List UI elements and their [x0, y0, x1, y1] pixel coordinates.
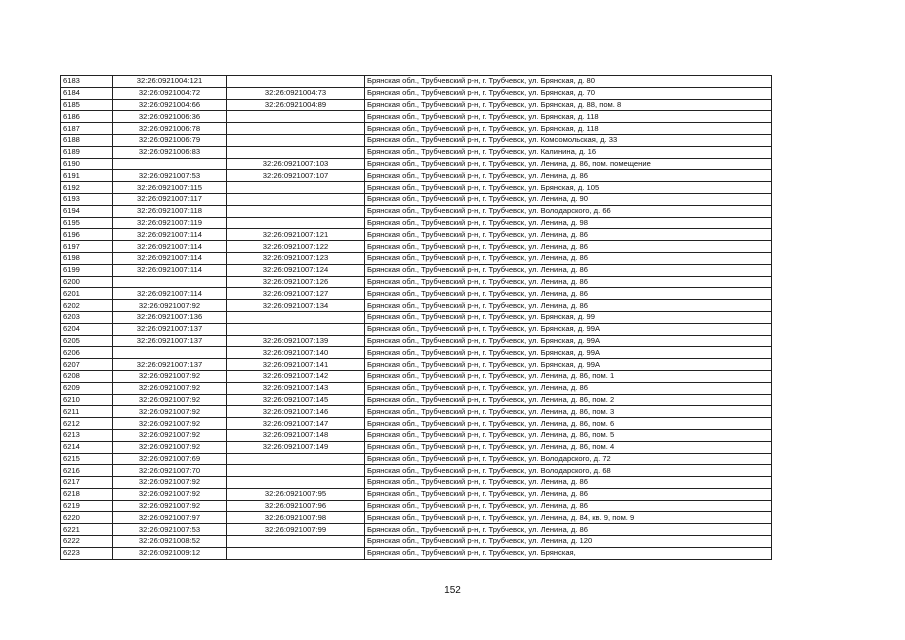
cadastral-number-cell: 32:26:0921007:136	[113, 311, 227, 323]
cadastral-number-cell: 32:26:0921007:92	[113, 477, 227, 489]
address-cell: Брянская обл., Трубчевский р-н, г. Трубчевск, ул. Ленина, д. 86	[365, 500, 772, 512]
address-cell: Брянская обл., Трубчевский р-н, г. Трубчевск, ул. Ленина, д. 86, пом. 2	[365, 394, 772, 406]
row-number-cell: 6209	[61, 382, 113, 394]
cadastral-number-cell: 32:26:0921007:137	[113, 335, 227, 347]
address-cell: Брянская обл., Трубчевский р-н, г. Трубчевск, ул. Брянская, д. 99	[365, 311, 772, 323]
address-cell: Брянская обл., Трубчевский р-н, г. Трубчевск, ул. Брянская, д. 118	[365, 111, 772, 123]
object-cadastral-number-cell	[227, 465, 365, 477]
table-row	[61, 394, 772, 406]
table-row	[61, 382, 772, 394]
cadastral-register-table	[60, 75, 772, 560]
row-number-cell: 6199	[61, 264, 113, 276]
row-number-cell: 6222	[61, 536, 113, 548]
table-row	[61, 241, 772, 253]
cadastral-number-cell: 32:26:0921007:114	[113, 288, 227, 300]
cadastral-number-cell: 32:26:0921009:12	[113, 547, 227, 559]
cadastral-number-cell: 32:26:0921007:114	[113, 229, 227, 241]
object-cadastral-number-cell: 32:26:0921004:89	[227, 99, 365, 111]
row-number-cell: 6210	[61, 394, 113, 406]
table-row	[61, 288, 772, 300]
table-row	[61, 335, 772, 347]
cadastral-number-cell: 32:26:0921007:137	[113, 359, 227, 371]
object-cadastral-number-cell	[227, 205, 365, 217]
row-number-cell: 6213	[61, 429, 113, 441]
table-row	[61, 111, 772, 123]
address-cell: Брянская обл., Трубчевский р-н, г. Трубчевск, ул. Ленина, д. 86	[365, 276, 772, 288]
object-cadastral-number-cell: 32:26:0921007:134	[227, 300, 365, 312]
row-number-cell: 6223	[61, 547, 113, 559]
row-number-cell: 6200	[61, 276, 113, 288]
address-cell: Брянская обл., Трубчевский р-н, г. Трубчевск, ул. Ленина, д. 86, пом. 3	[365, 406, 772, 418]
row-number-cell: 6214	[61, 441, 113, 453]
object-cadastral-number-cell	[227, 323, 365, 335]
cadastral-number-cell: 32:26:0921007:92	[113, 406, 227, 418]
object-cadastral-number-cell	[227, 547, 365, 559]
address-cell: Брянская обл., Трубчевский р-н, г. Трубчевск, ул. Ленина, д. 86	[365, 241, 772, 253]
row-number-cell: 6187	[61, 123, 113, 135]
table-row	[61, 205, 772, 217]
row-number-cell: 6186	[61, 111, 113, 123]
row-number-cell: 6185	[61, 99, 113, 111]
object-cadastral-number-cell: 32:26:0921007:95	[227, 488, 365, 500]
address-cell: Брянская обл., Трубчевский р-н, г. Трубчевск, ул. Ленина, д. 86	[365, 229, 772, 241]
object-cadastral-number-cell: 32:26:0921007:141	[227, 359, 365, 371]
address-cell: Брянская обл., Трубчевский р-н, г. Трубчевск, ул. Брянская, д. 118	[365, 123, 772, 135]
table-row	[61, 99, 772, 111]
row-number-cell: 6220	[61, 512, 113, 524]
row-number-cell: 6196	[61, 229, 113, 241]
object-cadastral-number-cell	[227, 477, 365, 489]
table-row	[61, 182, 772, 194]
cadastral-number-cell: 32:26:0921008:52	[113, 536, 227, 548]
table-row	[61, 217, 772, 229]
row-number-cell: 6193	[61, 193, 113, 205]
object-cadastral-number-cell: 32:26:0921007:122	[227, 241, 365, 253]
object-cadastral-number-cell: 32:26:0921007:149	[227, 441, 365, 453]
object-cadastral-number-cell	[227, 111, 365, 123]
table-row	[61, 465, 772, 477]
address-cell: Брянская обл., Трубчевский р-н, г. Трубчевск, ул. Брянская, д. 70	[365, 87, 772, 99]
table-row	[61, 323, 772, 335]
row-number-cell: 6192	[61, 182, 113, 194]
table-row	[61, 146, 772, 158]
row-number-cell: 6201	[61, 288, 113, 300]
cadastral-number-cell: 32:26:0921006:83	[113, 146, 227, 158]
address-cell: Брянская обл., Трубчевский р-н, г. Трубчевск, ул. Ленина, д. 86, пом. 4	[365, 441, 772, 453]
table-row	[61, 512, 772, 524]
row-number-cell: 6183	[61, 76, 113, 88]
table-row	[61, 547, 772, 559]
address-cell: Брянская обл., Трубчевский р-н, г. Трубчевск, ул. Ленина, д. 90	[365, 193, 772, 205]
cadastral-number-cell: 32:26:0921007:92	[113, 500, 227, 512]
object-cadastral-number-cell	[227, 146, 365, 158]
row-number-cell: 6198	[61, 252, 113, 264]
object-cadastral-number-cell	[227, 217, 365, 229]
row-number-cell: 6219	[61, 500, 113, 512]
address-cell: Брянская обл., Трубчевский р-н, г. Трубчевск, ул. Ленина, д. 86	[365, 524, 772, 536]
table-row	[61, 87, 772, 99]
row-number-cell: 6197	[61, 241, 113, 253]
address-cell: Брянская обл., Трубчевский р-н, г. Трубчевск, ул. Ленина, д. 86, пом. 5	[365, 429, 772, 441]
object-cadastral-number-cell	[227, 311, 365, 323]
table-row	[61, 429, 772, 441]
row-number-cell: 6190	[61, 158, 113, 170]
table-row	[61, 311, 772, 323]
address-cell: Брянская обл., Трубчевский р-н, г. Трубчевск, ул. Володарского, д. 72	[365, 453, 772, 465]
cadastral-number-cell	[113, 276, 227, 288]
row-number-cell: 6216	[61, 465, 113, 477]
address-cell: Брянская обл., Трубчевский р-н, г. Трубчевск, ул. Ленина, д. 86	[365, 300, 772, 312]
cadastral-number-cell: 32:26:0921007:92	[113, 300, 227, 312]
address-cell: Брянская обл., Трубчевский р-н, г. Трубчевск, ул. Калинина, д. 16	[365, 146, 772, 158]
object-cadastral-number-cell: 32:26:0921007:142	[227, 370, 365, 382]
address-cell: Брянская обл., Трубчевский р-н, г. Трубчевск, ул. Брянская, д. 99А	[365, 359, 772, 371]
cadastral-number-cell: 32:26:0921007:114	[113, 241, 227, 253]
table-row	[61, 76, 772, 88]
address-cell: Брянская обл., Трубчевский р-н, г. Трубчевск, ул. Ленина, д. 98	[365, 217, 772, 229]
object-cadastral-number-cell	[227, 134, 365, 146]
object-cadastral-number-cell: 32:26:0921007:126	[227, 276, 365, 288]
cadastral-number-cell: 32:26:0921007:114	[113, 252, 227, 264]
cadastral-number-cell: 32:26:0921007:92	[113, 441, 227, 453]
address-cell: Брянская обл., Трубчевский р-н, г. Трубчевск, ул. Ленина, д. 86	[365, 477, 772, 489]
table-row	[61, 418, 772, 430]
cadastral-number-cell: 32:26:0921007:53	[113, 170, 227, 182]
table-row	[61, 193, 772, 205]
address-cell: Брянская обл., Трубчевский р-н, г. Трубчевск, ул. Ленина, д. 86	[365, 170, 772, 182]
row-number-cell: 6188	[61, 134, 113, 146]
address-cell: Брянская обл., Трубчевский р-н, г. Трубчевск, ул. Ленина, д. 86, пом. 6	[365, 418, 772, 430]
table-row	[61, 123, 772, 135]
object-cadastral-number-cell: 32:26:0921007:148	[227, 429, 365, 441]
cadastral-number-cell: 32:26:0921007:92	[113, 418, 227, 430]
table-row	[61, 406, 772, 418]
cadastral-number-cell: 32:26:0921007:137	[113, 323, 227, 335]
table-row	[61, 158, 772, 170]
table-row	[61, 370, 772, 382]
object-cadastral-number-cell: 32:26:0921007:103	[227, 158, 365, 170]
row-number-cell: 6207	[61, 359, 113, 371]
row-number-cell: 6205	[61, 335, 113, 347]
table-row	[61, 264, 772, 276]
row-number-cell: 6203	[61, 311, 113, 323]
address-cell: Брянская обл., Трубчевский р-н, г. Трубчевск, ул. Брянская,	[365, 547, 772, 559]
cadastral-number-cell: 32:26:0921007:117	[113, 193, 227, 205]
row-number-cell: 6217	[61, 477, 113, 489]
cadastral-number-cell: 32:26:0921006:79	[113, 134, 227, 146]
address-cell: Брянская обл., Трубчевский р-н, г. Трубчевск, ул. Ленина, д. 86, пом. 1	[365, 370, 772, 382]
address-cell: Брянская обл., Трубчевский р-н, г. Трубчевск, ул. Брянская, д. 80	[365, 76, 772, 88]
cadastral-number-cell: 32:26:0921007:115	[113, 182, 227, 194]
cadastral-number-cell: 32:26:0921006:36	[113, 111, 227, 123]
object-cadastral-number-cell	[227, 123, 365, 135]
table-row	[61, 488, 772, 500]
cadastral-number-cell: 32:26:0921007:92	[113, 370, 227, 382]
address-cell: Брянская обл., Трубчевский р-н, г. Трубчевск, ул. Ленина, д. 86	[365, 382, 772, 394]
cadastral-number-cell: 32:26:0921007:92	[113, 488, 227, 500]
cadastral-number-cell	[113, 347, 227, 359]
table-row	[61, 536, 772, 548]
object-cadastral-number-cell: 32:26:0921007:147	[227, 418, 365, 430]
address-cell: Брянская обл., Трубчевский р-н, г. Трубчевск, ул. Брянская, д. 99А	[365, 335, 772, 347]
address-cell: Брянская обл., Трубчевский р-н, г. Трубчевск, ул. Ленина, д. 120	[365, 536, 772, 548]
address-cell: Брянская обл., Трубчевский р-н, г. Трубчевск, ул. Ленина, д. 86	[365, 288, 772, 300]
cadastral-number-cell: 32:26:0921004:121	[113, 76, 227, 88]
cadastral-number-cell: 32:26:0921007:53	[113, 524, 227, 536]
cadastral-number-cell: 32:26:0921007:92	[113, 382, 227, 394]
row-number-cell: 6215	[61, 453, 113, 465]
cadastral-number-cell: 32:26:0921007:97	[113, 512, 227, 524]
object-cadastral-number-cell: 32:26:0921007:121	[227, 229, 365, 241]
row-number-cell: 6195	[61, 217, 113, 229]
object-cadastral-number-cell: 32:26:0921007:98	[227, 512, 365, 524]
address-cell: Брянская обл., Трубчевский р-н, г. Трубчевск, ул. Ленина, д. 86	[365, 252, 772, 264]
object-cadastral-number-cell: 32:26:0921007:145	[227, 394, 365, 406]
object-cadastral-number-cell	[227, 182, 365, 194]
table-row	[61, 134, 772, 146]
cadastral-number-cell: 32:26:0921007:92	[113, 429, 227, 441]
object-cadastral-number-cell	[227, 193, 365, 205]
cadastral-number-cell: 32:26:0921007:70	[113, 465, 227, 477]
row-number-cell: 6202	[61, 300, 113, 312]
row-number-cell: 6204	[61, 323, 113, 335]
table-row	[61, 229, 772, 241]
cadastral-number-cell: 32:26:0921004:66	[113, 99, 227, 111]
table-row	[61, 500, 772, 512]
address-cell: Брянская обл., Трубчевский р-н, г. Трубчевск, ул. Володарского, д. 66	[365, 205, 772, 217]
object-cadastral-number-cell: 32:26:0921007:139	[227, 335, 365, 347]
row-number-cell: 6221	[61, 524, 113, 536]
register-table-body	[61, 76, 772, 560]
object-cadastral-number-cell: 32:26:0921007:124	[227, 264, 365, 276]
object-cadastral-number-cell: 32:26:0921007:140	[227, 347, 365, 359]
object-cadastral-number-cell	[227, 76, 365, 88]
object-cadastral-number-cell	[227, 453, 365, 465]
cadastral-number-cell: 32:26:0921007:69	[113, 453, 227, 465]
row-number-cell: 6218	[61, 488, 113, 500]
object-cadastral-number-cell: 32:26:0921007:123	[227, 252, 365, 264]
table-row	[61, 300, 772, 312]
address-cell: Брянская обл., Трубчевский р-н, г. Трубчевск, ул. Брянская, д. 88, пом. 8	[365, 99, 772, 111]
cadastral-number-cell: 32:26:0921004:72	[113, 87, 227, 99]
cadastral-number-cell	[113, 158, 227, 170]
address-cell: Брянская обл., Трубчевский р-н, г. Трубчевск, ул. Брянская, д. 99А	[365, 347, 772, 359]
object-cadastral-number-cell: 32:26:0921004:73	[227, 87, 365, 99]
row-number-cell: 6212	[61, 418, 113, 430]
address-cell: Брянская обл., Трубчевский р-н, г. Трубчевск, ул. Брянская, д. 99А	[365, 323, 772, 335]
table-row	[61, 441, 772, 453]
address-cell: Брянская обл., Трубчевский р-н, г. Трубчевск, ул. Брянская, д. 105	[365, 182, 772, 194]
address-cell: Брянская обл., Трубчевский р-н, г. Трубчевск, ул. Володарского, д. 68	[365, 465, 772, 477]
table-row	[61, 276, 772, 288]
table-row	[61, 252, 772, 264]
object-cadastral-number-cell: 32:26:0921007:99	[227, 524, 365, 536]
table-row	[61, 170, 772, 182]
object-cadastral-number-cell	[227, 536, 365, 548]
object-cadastral-number-cell: 32:26:0921007:143	[227, 382, 365, 394]
address-cell: Брянская обл., Трубчевский р-н, г. Трубчевск, ул. Комсомольская, д. 33	[365, 134, 772, 146]
table-row	[61, 477, 772, 489]
cadastral-number-cell: 32:26:0921006:78	[113, 123, 227, 135]
table-row	[61, 524, 772, 536]
row-number-cell: 6191	[61, 170, 113, 182]
address-cell: Брянская обл., Трубчевский р-н, г. Трубчевск, ул. Ленина, д. 86	[365, 264, 772, 276]
table-row	[61, 359, 772, 371]
row-number-cell: 6211	[61, 406, 113, 418]
address-cell: Брянская обл., Трубчевский р-н, г. Трубчевск, ул. Ленина, д. 86	[365, 488, 772, 500]
row-number-cell: 6208	[61, 370, 113, 382]
object-cadastral-number-cell: 32:26:0921007:127	[227, 288, 365, 300]
row-number-cell: 6206	[61, 347, 113, 359]
object-cadastral-number-cell: 32:26:0921007:146	[227, 406, 365, 418]
cadastral-number-cell: 32:26:0921007:118	[113, 205, 227, 217]
address-cell: Брянская обл., Трубчевский р-н, г. Трубчевск, ул. Ленина, д. 84, кв. 9, пом. 9	[365, 512, 772, 524]
row-number-cell: 6184	[61, 87, 113, 99]
row-number-cell: 6194	[61, 205, 113, 217]
object-cadastral-number-cell: 32:26:0921007:96	[227, 500, 365, 512]
page-number: 152	[444, 585, 461, 596]
address-cell: Брянская обл., Трубчевский р-н, г. Трубчевск, ул. Ленина, д. 86, пом. помещение	[365, 158, 772, 170]
cadastral-number-cell: 32:26:0921007:114	[113, 264, 227, 276]
row-number-cell: 6189	[61, 146, 113, 158]
table-row	[61, 347, 772, 359]
table-row	[61, 453, 772, 465]
cadastral-number-cell: 32:26:0921007:92	[113, 394, 227, 406]
cadastral-number-cell: 32:26:0921007:119	[113, 217, 227, 229]
object-cadastral-number-cell: 32:26:0921007:107	[227, 170, 365, 182]
